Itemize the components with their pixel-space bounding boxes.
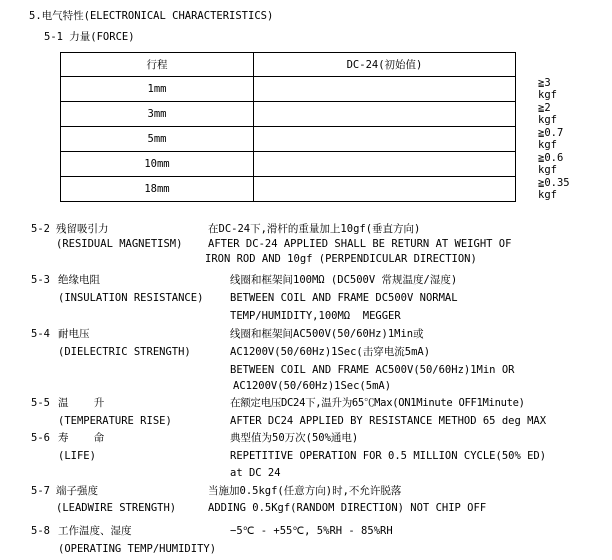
stroke-column-header: 行程 xyxy=(61,53,254,77)
force-value-cell: ≧3 kgf xyxy=(254,77,516,102)
dielectric-desc-en: BETWEEN COIL AND FRAME AC500V(50/60Hz)1Min OR xyxy=(230,364,515,376)
leadwire-label-en: (LEADWIRE STRENGTH) xyxy=(56,502,177,514)
table-row xyxy=(61,102,516,127)
insulation-desc-en-2: TEMP/HUMIDITY,100MΩ MEGGER xyxy=(230,310,401,322)
stroke-cell: 18mm xyxy=(61,177,254,202)
force-value-cell: ≧2 kgf xyxy=(254,102,516,127)
life-desc-cn: 典型值为50万次(50%通电) xyxy=(230,432,359,444)
section-title: 5.电气特性(ELECTRONICAL CHARACTERISTICS) xyxy=(29,10,274,22)
life-number: 5-6 xyxy=(31,432,50,444)
operating-label-en: (OPERATING TEMP/HUMIDITY) xyxy=(58,543,217,555)
residual-desc-cn: 在DC-24下,滑杆的重量加上10gf(垂直方向) xyxy=(208,223,421,235)
life-label-en: (LIFE) xyxy=(58,450,96,462)
force-table xyxy=(60,52,570,202)
temperature-number: 5-5 xyxy=(31,397,50,409)
leadwire-desc-cn: 当施加0.5kgf(任意方向)时,不允许脱落 xyxy=(208,485,402,497)
dielectric-desc-en-2: AC1200V(50/60Hz)1Sec(5mA) xyxy=(233,380,392,392)
life-label-cn: 寿 命 xyxy=(58,432,105,444)
force-value-cell: ≧0.7 kgf xyxy=(254,127,516,152)
leadwire-number: 5-7 xyxy=(31,485,50,497)
operating-desc: −5℃ - +55℃, 5%RH - 85%RH xyxy=(230,525,393,537)
temperature-desc-en: AFTER DC24 APPLIED BY RESISTANCE METHOD 65 deg MAX xyxy=(230,415,547,427)
force-value-cell: ≧0.6 kgf xyxy=(254,152,516,177)
residual-number: 5-2 xyxy=(31,223,50,235)
operating-label-cn: 工作温度、湿度 xyxy=(58,525,132,537)
dielectric-desc-cn: 线圈和框架间AC500V(50/60Hz)1Min或 xyxy=(230,328,424,340)
leadwire-label-cn: 端子强度 xyxy=(56,485,98,497)
table-row xyxy=(61,77,516,102)
value-column-header: DC-24(初始值) xyxy=(254,53,516,77)
dielectric-label-en: (DIELECTRIC STRENGTH) xyxy=(58,346,191,358)
insulation-label-cn: 绝缘电阻 xyxy=(58,274,100,286)
residual-desc-en-2: IRON ROD AND 10gf (PERPENDICULAR DIRECTION) xyxy=(205,253,477,265)
dielectric-number: 5-4 xyxy=(31,328,50,340)
residual-desc-en: AFTER DC-24 APPLIED SHALL BE RETURN AT WEIGHT OF xyxy=(208,238,512,250)
insulation-label-en: (INSULATION RESISTANCE) xyxy=(58,292,204,304)
insulation-desc-cn: 线圈和框架间100MΩ (DC500V 常规温度/湿度) xyxy=(230,274,458,286)
insulation-desc-en: BETWEEN COIL AND FRAME DC500V NORMAL xyxy=(230,292,458,304)
stroke-cell: 1mm xyxy=(61,77,254,102)
dielectric-desc-cn-2: AC1200V(50/60Hz)1Sec(击穿电流5mA) xyxy=(230,346,431,358)
temperature-desc-cn: 在额定电压DC24下,温升为65℃Max(ON1Minute OFF1Minute) xyxy=(230,397,525,409)
stroke-cell: 3mm xyxy=(61,102,254,127)
operating-number: 5-8 xyxy=(31,525,50,537)
temperature-label-cn: 温 升 xyxy=(58,397,105,409)
residual-label-en: (RESIDUAL MAGNETISM) xyxy=(56,238,183,250)
table-header-row xyxy=(61,53,516,77)
table-row xyxy=(61,127,516,152)
stroke-cell: 10mm xyxy=(61,152,254,177)
residual-label-cn: 残留吸引力 xyxy=(56,223,109,235)
life-desc-en-2: at DC 24 xyxy=(230,467,281,479)
table-row xyxy=(61,152,516,177)
table-row xyxy=(61,177,516,202)
insulation-number: 5-3 xyxy=(31,274,50,286)
leadwire-desc-en: ADDING 0.5Kgf(RANDOM DIRECTION) NOT CHIP OFF xyxy=(208,502,487,514)
force-value-cell: ≧0.35 kgf xyxy=(254,177,516,202)
temperature-label-en: (TEMPERATURE RISE) xyxy=(58,415,172,427)
force-heading: 5-1 力量(FORCE) xyxy=(44,31,135,43)
life-desc-en: REPETITIVE OPERATION FOR 0.5 MILLION CYCLE(50% ED) xyxy=(230,450,547,462)
dielectric-label-cn: 耐电压 xyxy=(58,328,90,340)
stroke-cell: 5mm xyxy=(61,127,254,152)
